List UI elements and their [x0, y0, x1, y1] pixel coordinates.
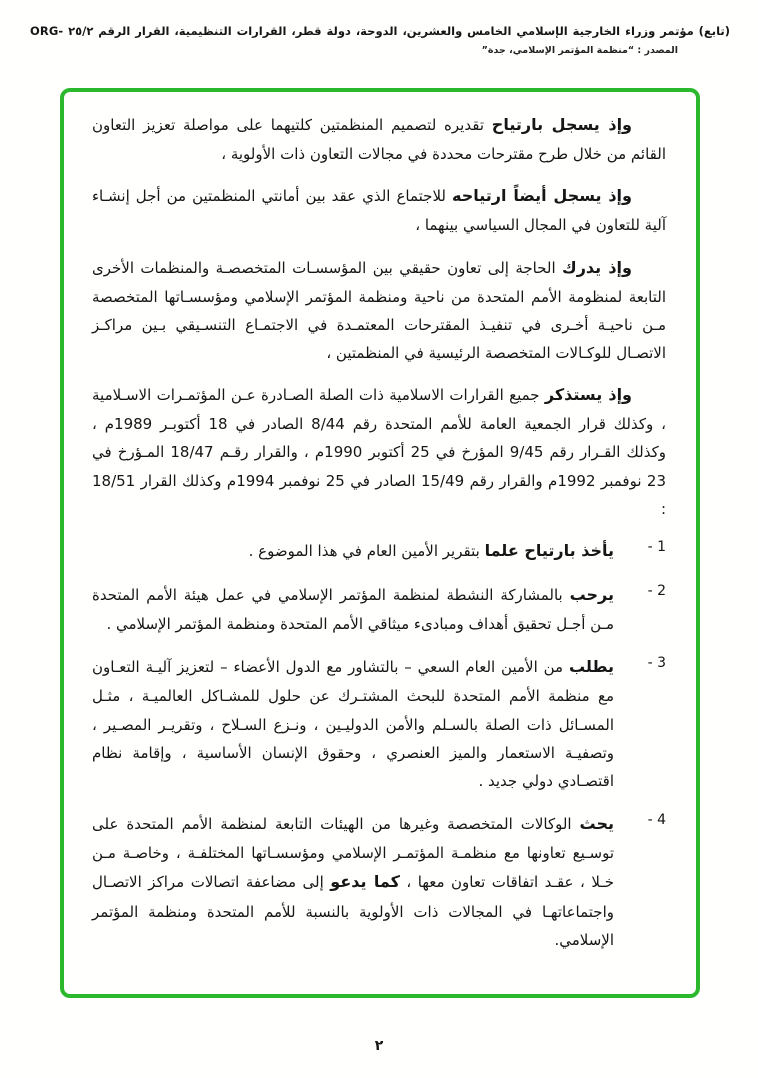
item-text: [92, 580, 614, 638]
preamble-paragraphs: [92, 110, 666, 523]
body-text: الوكالات المتخصصة وغيرها من الهيئات التابعة لمنظمة الأمم المتحدة على توسـيع تعاونها مع منظمـة المؤتمـر الإسلامي ومؤسسـاتها المختلفـة ، وخاصـة مـن خـلا ، عقـد اتفاقات تعاون معها ،: [92, 815, 614, 892]
item-number: 3 -: [647, 655, 666, 672]
preamble-paragraph: [92, 181, 666, 239]
page-number: ٢: [374, 1038, 384, 1054]
preamble-paragraph: [92, 380, 666, 523]
operative-item: [92, 536, 666, 566]
operative-item: [92, 652, 666, 795]
item-number: 2 -: [647, 583, 666, 600]
operative-item: [92, 580, 666, 638]
bold-lead-phrase: يحث: [579, 814, 614, 834]
item-number: 4 -: [647, 812, 666, 829]
item-text: [92, 652, 614, 795]
preamble-paragraph: [92, 253, 666, 368]
body-text: للاجتماع الذي عقد بين أمانتي المنظمتين من أجل إنشـاء آلية للتعاون في المجال السياسي بينهما ،: [92, 187, 666, 235]
bold-lead-phrase: يأخذ بارتياح علما: [484, 541, 614, 560]
operative-list: [92, 536, 666, 954]
body-text: بتقرير الأمين العام في هذا الموضوع .: [248, 542, 485, 560]
operative-item: [92, 809, 666, 954]
body-text: إلى مضاعفة اتصالات مراكز الاتصـال واجتماعاتهـا في المجالات ذات الأولوية بالنسبة للأمم المتحدة ومنظمة المؤتمر الإسلامي.: [92, 873, 614, 949]
item-number: 1 -: [647, 539, 666, 555]
document-header: [30, 24, 730, 56]
body-text: جميع القرارات الاسلامية ذات الصلة الصـادرة عـن المؤتمـرات الاسـلامية ، وكذلك قرار الجمعية العامة للأمم المتحدة رقم 8/44 الصادر في 18 أكتوبـر 1989م ، وكذلك القـرار رقم 9/45 المؤرخ في 25 أكتوبر 1990م ، والقرار رقـم 18/47 المـؤرخ في 23 نوفمبر 1992م والقرار رقم 15/49 الصادر في 25 نوفمبر 1994م وكذلك القرار 18/51 :: [92, 386, 667, 518]
bold-lead-phrase: وإذ يدرك: [562, 257, 632, 277]
preamble-paragraph: [92, 110, 666, 168]
bold-lead-phrase: يطلب: [568, 657, 614, 677]
body-text: الحاجة إلى تعاون حقيقي بين المؤسسـات المتخصصـة والمنظمات الأخرى التابعة لمنظومة الأمم المتحدة من ناحية ومنظمة المؤتمر الإسلامي ومؤسسـاتها المتخصصة مـن ناحيـة أخـرى في تنفيـذ المقترحات المعتمـدة في الاجتمـاع التنسـيقي بـين مراكـز الاتصـال للوكـالات المتخصصة الرئيسية في المنظمتين ،: [92, 258, 666, 362]
item-text: [92, 809, 614, 954]
body-text: من الأمين العام السعي – بالتشاور مع الدول الأعضاء – لتعزيز آليـة التعـاون مع منظمة الأمم المتحدة للبحث المشتـرك عن حلول للمشـاكل العالميـة ، مثـل المسـائل ذات الصلة بالسـلم والأمن الدوليـين ، ونـزع السـلاح ، وتقريـر المصـير ، وتصفيـة الاستعمار والميز العنصري ، وحقوق الإنسان الأساسية ، وإقامة نظام اقتصـادي دولي جديد .: [92, 658, 614, 790]
header-reference-line: (تابع) مؤتمر وزراء الخارجية الإسلامي الخامس والعشرين، الدوحة، دولة قطر، القرارات التنظيمية، القرار الرقم ٢٥/٢ -ORG: [30, 24, 730, 38]
bold-lead-phrase: وإذ يسجل بارتياح: [491, 115, 632, 134]
body-text: بالمشاركة النشطة لمنظمة المؤتمر الإسلامي في عمل هيئة الأمم المتحدة مـن أجـل تحقيق أهداف ومبادىء ميثاقي الأمم المتحدة ومنظمة المؤتمر الإسلامي .: [92, 586, 614, 634]
bold-lead-phrase: كما يدعو: [330, 872, 400, 892]
item-text: [92, 536, 614, 566]
body-text: تقديره لتصميم المنظمتين كلتيهما على مواصلة تعزيز التعاون القائم من خلال طرح مقترحات محددة في مجالات التعاون ذات الأولوية ،: [92, 116, 666, 164]
bold-lead-phrase: يرحب: [569, 585, 614, 605]
bold-lead-phrase: وإذ يسجل أيضاً ارتياحه: [452, 186, 632, 206]
resolution-text-box: [60, 88, 700, 998]
header-source-line: المصدر : “منظمة المؤتمر الإسلامي، جدة”: [481, 45, 678, 56]
bold-lead-phrase: وإذ يستذكر: [544, 385, 632, 405]
